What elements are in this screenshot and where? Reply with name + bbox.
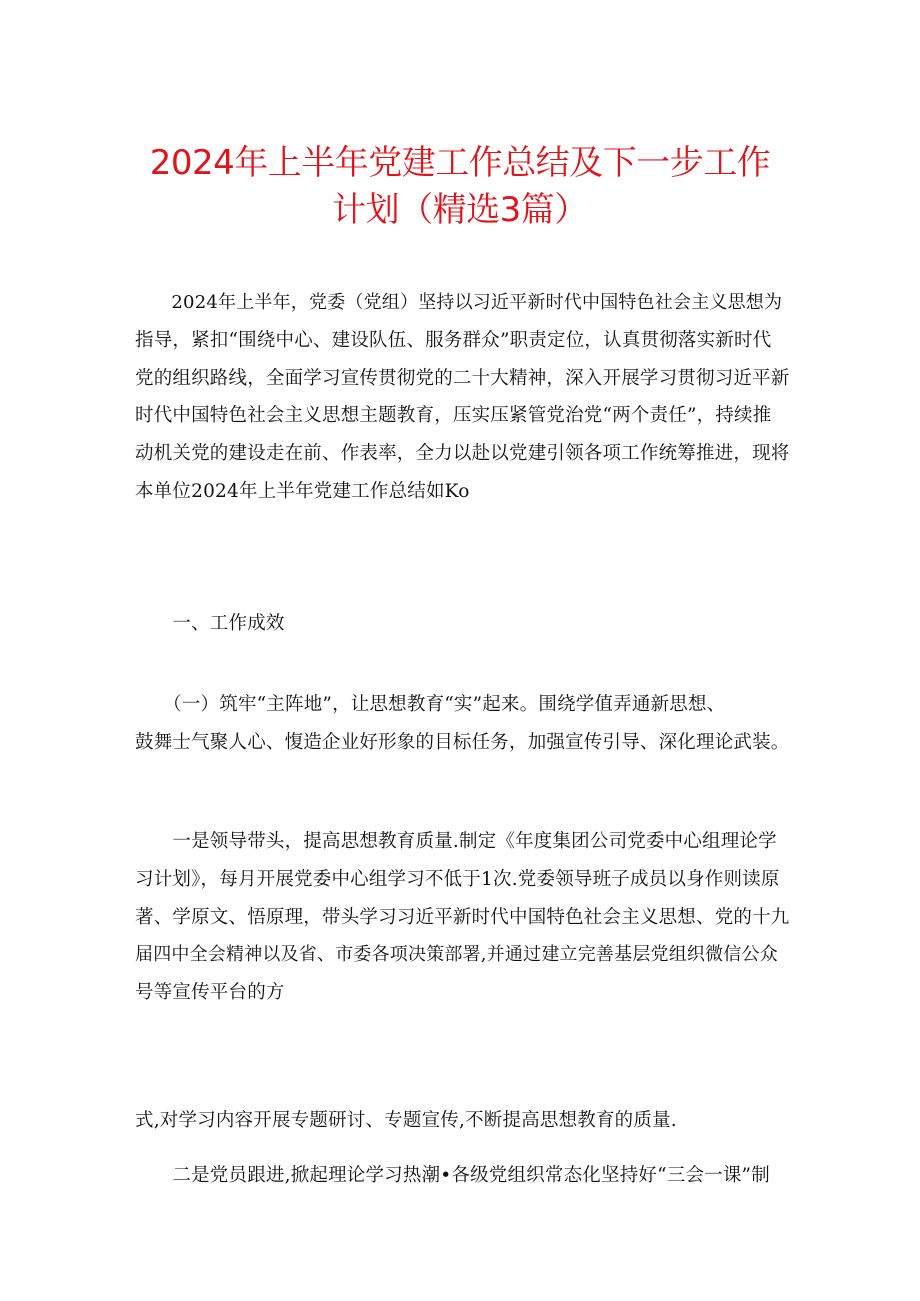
paragraph-line: 习计划》，每月开展党委中心组学习不低于1次.党委领导班子成员以身作则读原 [135,868,780,890]
paragraph-line: 号等宣传平台的方 [135,982,285,1004]
paragraph-line: （一）筑牢“主阵地”，让思想教育“实”起来。围绕学值弄通新思想、 [135,694,726,715]
document-title [110,140,810,234]
paragraph-line: 鼓舞士气聚人心、愎造企业好形象的目标任务，加强宣传引导、深化理论武装。 [135,731,790,753]
body-paragraph [135,823,790,1012]
title-line-2: 计划（精选3篇） [332,190,588,230]
paragraph-line: 式,对学习内容开展专题研讨、专题宣传,不断提高思想教育的质量. [135,1110,677,1131]
title-line-1: 2024年上半年党建工作总结及下一步工作 [149,143,771,183]
paragraph-line: 党的组织路线，全面学习宣传贯彻党的二十大精神，深入开展学习贯彻习近平新 [135,367,790,389]
paragraph-line: 动机关党的建设走在前、作表率，全力以赴以党建引领各项工作统筹推进，现将 [135,443,790,465]
paragraph-line: 指导，紧扣“围绕中心、建设队伍、服务群众”职责定位，认真贯彻落实新时代 [135,329,772,351]
paragraph-line: 二是党员跟进,掀起理论学习热潮•各级党组织常态化坚持好“三会一课”制 [135,1165,770,1186]
section-heading-text: 一、工作成效 [135,613,285,634]
body-paragraph [135,1102,790,1140]
paragraph-line: 著、学原文、悟原理，带头学习习近平新时代中国特色社会主义思想、党的十九 [135,906,790,928]
paragraph-line: 一是领导带头，提高思想教育质量.制定《年度集团公司党委中心组理论学 [135,831,777,852]
paragraph-line: 本单位2024年上半年党建工作总结如Ko [135,480,470,502]
paragraph-line: 时代中国特色社会主义思想主题教育，压实压紧管党治党“两个责任”，持续推 [135,405,772,427]
intro-paragraph [135,284,790,511]
paragraph-line: 届四中全会精神以及省、市委各项决策部署,并通过建立完善基层党组织微信公众 [135,944,778,966]
body-paragraph [135,1157,790,1195]
subsection-paragraph [135,686,790,762]
section-heading [135,605,790,643]
paragraph-line: 2024年上半年，党委（党组）坚持以习近平新时代中国特色社会主义思想为 [135,292,783,313]
